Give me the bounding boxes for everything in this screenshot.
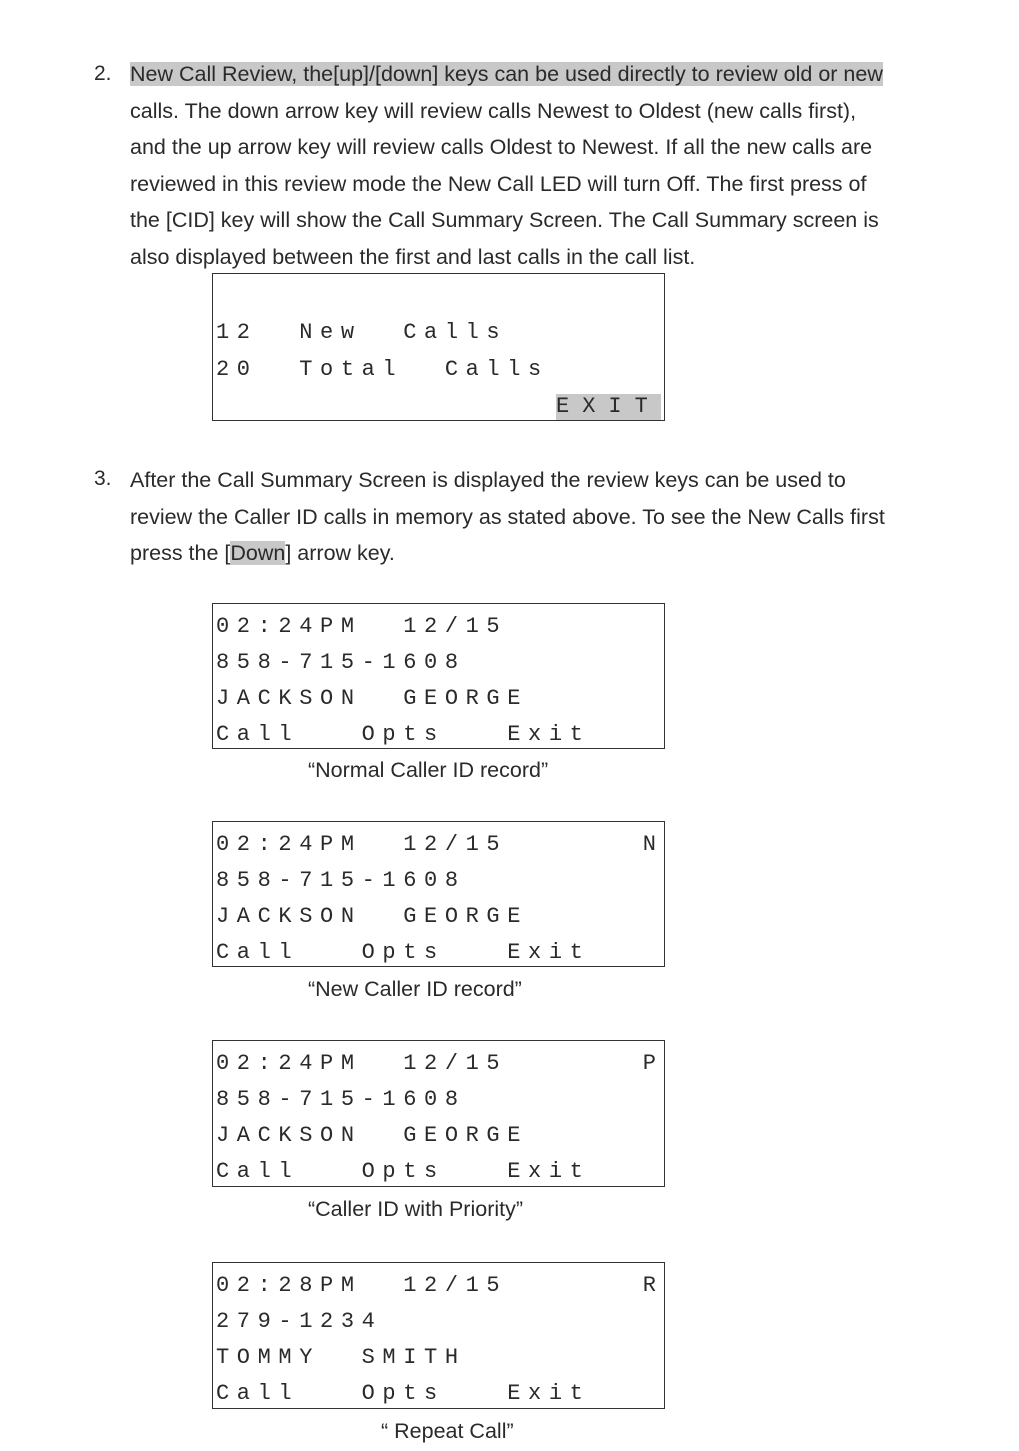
caller-id-screen-repeat: [212, 1262, 665, 1409]
item-3-line-prefix: press the [: [130, 541, 231, 565]
lcd-phone-number: 858-715-1608: [216, 1087, 466, 1112]
caption-repeat-call: “ Repeat Call”: [381, 1419, 514, 1443]
lcd-phone-number: 279-1234: [216, 1309, 383, 1334]
caller-id-screen-normal: [212, 603, 665, 749]
lcd-caller-name: TOMMY SMITH: [216, 1345, 466, 1370]
item-2-line: and the up arrow key will review calls Oldest to Newest. If all the new calls are: [130, 135, 873, 159]
item-3-paragraph: [130, 462, 980, 572]
item-3-line: review the Caller ID calls in memory as stated above. To see the New Calls first: [130, 504, 885, 529]
lcd-exit-softkey: EXIT: [556, 394, 661, 419]
item-2-line: the [CID] key will show the Call Summary Screen. The Call Summary screen is: [130, 208, 879, 232]
lcd-time-date: 02:24PM 12/15: [216, 614, 508, 639]
lcd-softkeys: Call Opts Exit: [216, 1159, 591, 1184]
down-key-label: Down: [230, 541, 286, 565]
lcd-softkeys: Call Opts Exit: [216, 722, 591, 747]
item-3-line: After the Call Summary Screen is displayed the review keys can be used to: [130, 468, 846, 492]
lcd-status-flag: P: [642, 1051, 656, 1076]
item-2-paragraph: [130, 56, 980, 275]
lcd-line-new-calls: 12 New Calls: [216, 320, 508, 345]
lcd-caller-name: JACKSON GEORGE: [216, 1123, 529, 1148]
lcd-softkeys: Call Opts Exit: [216, 940, 591, 965]
item-2-number: 2.: [94, 62, 112, 85]
lcd-time-date: 02:28PM 12/15: [216, 1273, 508, 1298]
caller-id-screen-new: [212, 821, 665, 967]
item-2-highlighted-line: New Call Review, the[up]/[down] keys can be used directly to review old or new: [130, 62, 883, 86]
call-summary-screen: [212, 273, 665, 421]
caller-id-screen-priority: [212, 1040, 665, 1187]
lcd-caller-name: JACKSON GEORGE: [216, 904, 529, 929]
lcd-time-date: 02:24PM 12/15: [216, 832, 508, 857]
caption-normal-record: “Normal Caller ID record”: [308, 758, 549, 782]
lcd-time-date: 02:24PM 12/15: [216, 1051, 508, 1076]
lcd-status-flag: N: [642, 832, 656, 857]
lcd-caller-name: JACKSON GEORGE: [216, 686, 529, 711]
lcd-phone-number: 858-715-1608: [216, 868, 466, 893]
lcd-line-total-calls: 20 Total Calls: [216, 357, 549, 382]
lcd-phone-number: 858-715-1608: [216, 650, 466, 675]
item-3-line-suffix: ] arrow key.: [285, 541, 395, 565]
caption-new-record: “New Caller ID record”: [308, 977, 522, 1001]
item-2-line: reviewed in this review mode the New Call LED will turn Off. The first press of: [130, 171, 867, 196]
item-2-line: also displayed between the first and last calls in the call list.: [130, 244, 696, 269]
caption-priority-record: “Caller ID with Priority”: [308, 1197, 524, 1221]
lcd-softkeys: Call Opts Exit: [216, 1381, 591, 1406]
item-2-line: calls. The down arrow key will review calls Newest to Oldest (new calls first),: [130, 98, 857, 123]
item-3-number: 3.: [94, 467, 112, 490]
lcd-status-flag: R: [642, 1273, 656, 1298]
